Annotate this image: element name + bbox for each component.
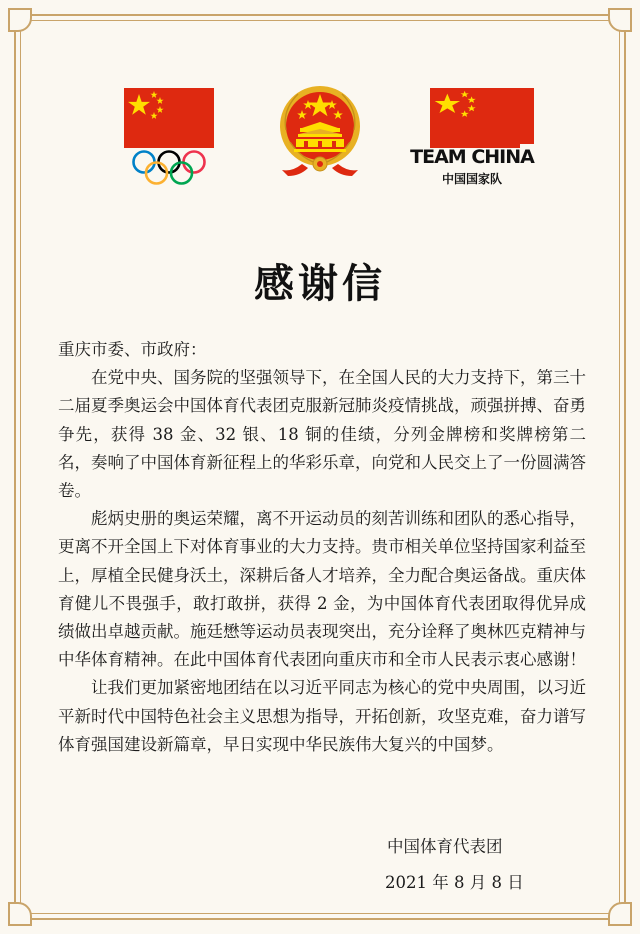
letter-body (58, 336, 586, 759)
paragraph: 在党中央、国务院的坚强领导下，在全国人民的大力支持下，第三十二届夏季奥运会中国体育代表团克服新冠肺炎疫情挑战，顽强拼搏、奋勇争先，获得 38 金、32 银、18 铜的佳绩，分列金牌榜和奖牌榜第二名，奏响了中国体育新征程上的华彩乐章，向党和人民交上了一份圆满答卷。 (58, 368, 586, 501)
signature-organization: 中国体育代表团 (387, 837, 503, 856)
letter-title: 感谢信 (254, 260, 386, 307)
signature-date: 2021 年 8 月 8 日 (385, 873, 524, 892)
signature-block (385, 832, 545, 898)
team-china-subtitle: 中国国家队 (441, 172, 502, 186)
china-flag-icon (430, 88, 520, 148)
national-emblem-icon (272, 80, 368, 184)
team-china-wordmark: TEAM CHINA (410, 146, 534, 168)
paragraph: 让我们更加紧密地团结在以习近平同志为核心的党中央周围，以习近平新时代中国特色社会主义思想为指导，开拓创新，攻坚克难，奋力谱写体育强国建设新篇章，早日实现中华民族伟大复兴的中国梦。 (58, 678, 586, 754)
china-flag-icon (124, 88, 214, 148)
corner-ornament (608, 902, 632, 926)
paragraph: 彪炳史册的奥运荣耀，离不开运动员的刻苦训练和团队的悉心指导，更离不开全国上下对体育事业的大力支持。贵市相关单位坚持国家利益至上，厚植全民健身沃土，深耕后备人才培养，全力配合奥运备战。重庆体育健儿不畏强手，敢打敢拼，获得 2 金，为中国体育代表团取得优异成绩做出卓越贡献。施廷懋等运动员表现突出，充分诠释了奥林匹克精神与中华体育精神。在此中国体育代表团向重庆市和全市人民表示衷心感谢！ (58, 509, 586, 670)
olympic-rings-icon (131, 148, 207, 192)
salutation: 重庆市委、市政府： (58, 340, 207, 359)
